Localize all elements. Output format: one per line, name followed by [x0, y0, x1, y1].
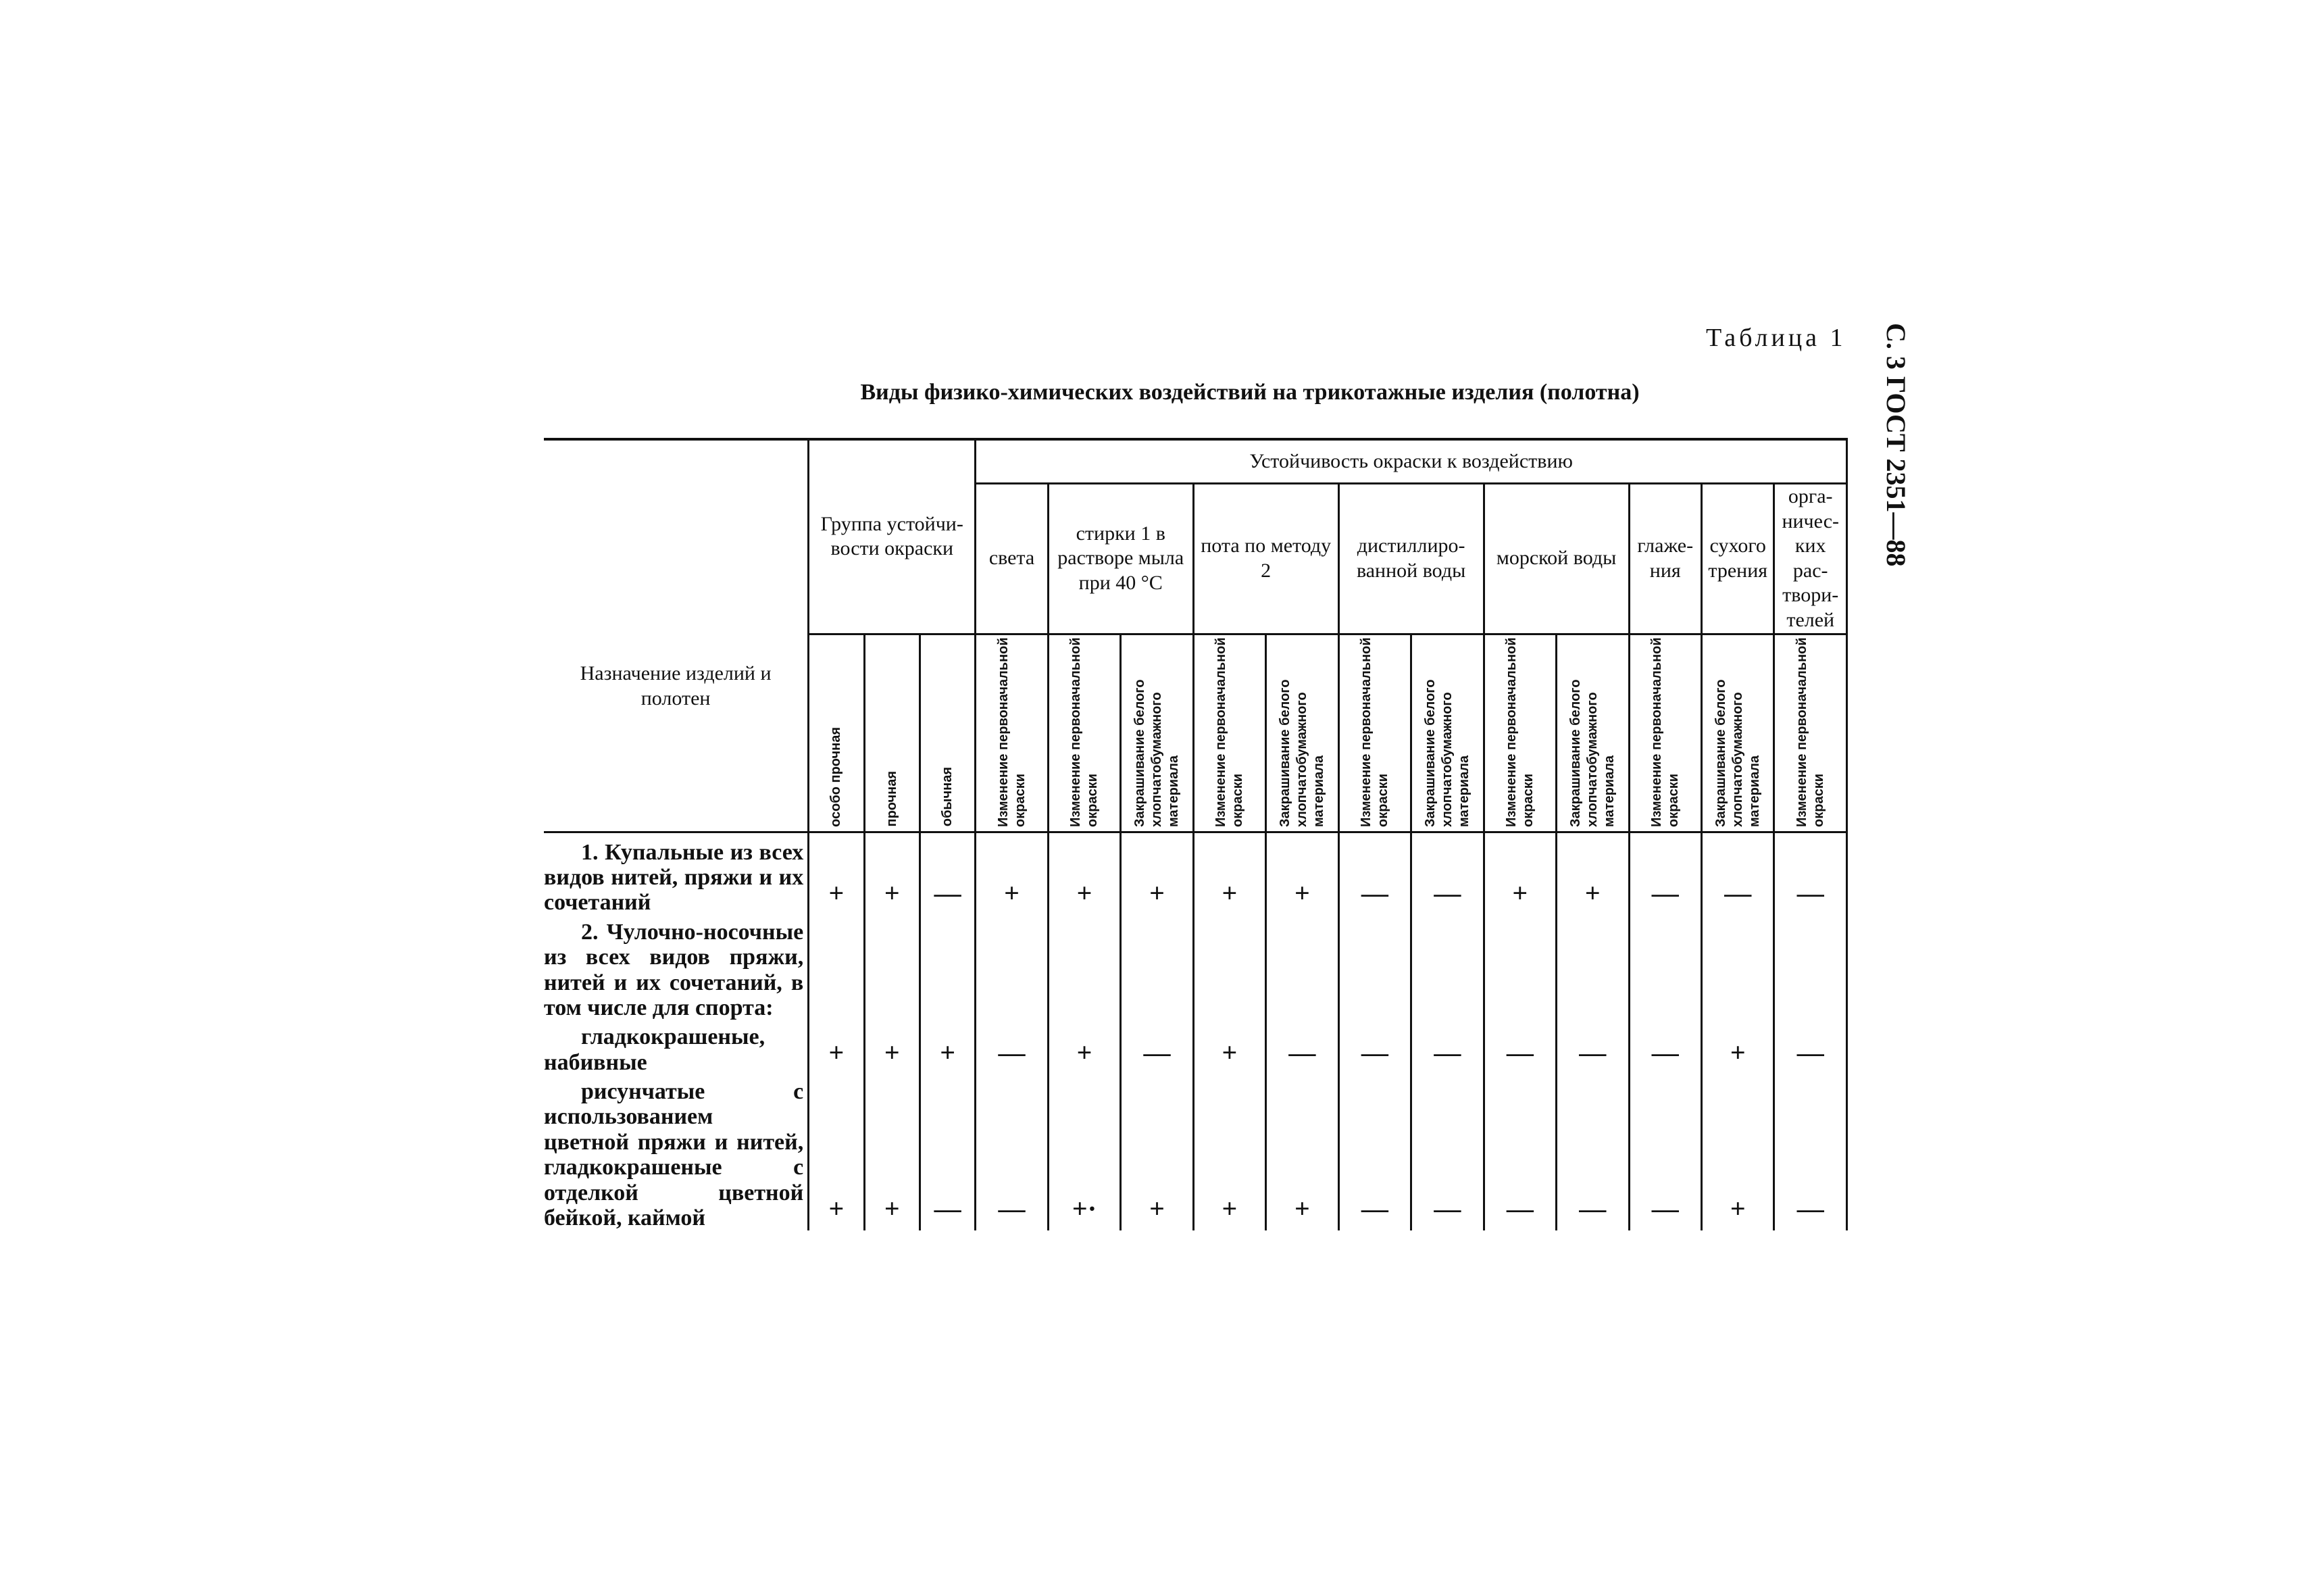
cell-mark: —	[1774, 832, 1847, 916]
header-sea: морской воды	[1484, 484, 1629, 634]
cell-mark: —	[1557, 1020, 1629, 1075]
row-label: рисунчатые с использованием цветной пряжи и нитей, гладкокрашеные с отделкой цветной бейкой, каймой	[544, 1075, 809, 1230]
header-sweat: пота по методу 2	[1193, 484, 1338, 634]
cell-mark: +	[1048, 832, 1120, 916]
cell-mark: +	[809, 1075, 864, 1230]
cell-mark: —	[976, 1075, 1048, 1230]
cell-mark: +	[1266, 832, 1338, 916]
cell-mark: +	[809, 832, 864, 916]
cell-mark: —	[1557, 1075, 1629, 1230]
cell-mark: —	[1338, 1020, 1411, 1075]
cell-mark: —	[976, 1020, 1048, 1075]
cell-mark: —	[1629, 832, 1701, 916]
header-wash: стирки 1 в растворе мыла при 40 °С	[1048, 484, 1193, 634]
cell-mark: —	[1774, 1020, 1847, 1075]
row-label: 2. Чулочно-носочные из всех видов пряжи, нитей и их сочетаний, в том числе для спорта:	[544, 916, 809, 1021]
cell-mark: +	[809, 1020, 864, 1075]
table-row	[544, 1075, 1847, 1230]
cell-mark: +	[864, 832, 920, 916]
cell-mark: —	[1629, 1020, 1701, 1075]
cell-mark: +	[976, 832, 1048, 916]
header-light: света	[976, 484, 1048, 634]
page-header-text: С. 3 ГОСТ 2351—88	[1881, 323, 1911, 567]
cell-mark: —	[1411, 832, 1484, 916]
subheader-change: Изменение первоначальной окраски	[1048, 634, 1120, 832]
table-row	[544, 1020, 1847, 1075]
header-dry: сухого трения	[1701, 484, 1774, 634]
cell-mark: +	[1557, 832, 1629, 916]
cell-mark: +	[1701, 1020, 1774, 1075]
header-name: Назначение изделий и полотен	[544, 439, 809, 832]
table-label: Таблица 1	[1706, 324, 1846, 352]
subheader-change: Изменение первоначальной окраски	[1774, 634, 1847, 832]
cell-mark: —	[920, 832, 975, 916]
cell-mark: +	[1193, 1075, 1265, 1230]
table-row	[544, 916, 1847, 1021]
subheader-special: особо прочная	[809, 634, 864, 832]
cell-mark: —	[1121, 1020, 1193, 1075]
cell-mark: +	[1193, 1020, 1265, 1075]
cell-mark: —	[1266, 1020, 1338, 1075]
cell-mark: +·	[1048, 1075, 1120, 1230]
cell-mark: +	[864, 1020, 920, 1075]
row-label: 1. Купальные из всех видов нитей, пряжи и их сочетаний	[544, 832, 809, 916]
table-caption: Виды физико-химических воздействий на трикотажные изделия (полотна)	[860, 380, 1640, 405]
cell-mark: —	[1411, 1020, 1484, 1075]
fastness-table	[544, 438, 1848, 1230]
cell-mark: —	[1411, 1075, 1484, 1230]
subheader-change: Изменение первоначальной окраски	[976, 634, 1048, 832]
cell-mark: +	[1484, 832, 1556, 916]
subheader-normal: обычная	[920, 634, 975, 832]
cell-mark: +	[1266, 1075, 1338, 1230]
subheader-stain: Закрашивание белого хлопчатобумажного материала	[1411, 634, 1484, 832]
cell-mark: —	[1484, 1020, 1556, 1075]
cell-mark: +	[920, 1020, 975, 1075]
cell-mark: —	[920, 1075, 975, 1230]
row-label: гладкокрашеные, набивные	[544, 1020, 809, 1075]
cell-mark: +	[1121, 832, 1193, 916]
subheader-stain: Закрашивание белого хлопчатобумажного материала	[1557, 634, 1629, 832]
cell-mark: —	[1338, 832, 1411, 916]
subheader-change: Изменение первоначальной окраски	[1629, 634, 1701, 832]
cell-mark: +	[1193, 832, 1265, 916]
subheader-change: Изменение первоначальной окраски	[1338, 634, 1411, 832]
cell-mark: +	[1048, 1020, 1120, 1075]
cell-mark: +	[1121, 1075, 1193, 1230]
subheader-strong: прочная	[864, 634, 920, 832]
header-stability: Устойчивость окраски к воздействию	[976, 439, 1847, 484]
cell-mark: —	[1774, 1075, 1847, 1230]
cell-mark: —	[1701, 832, 1774, 916]
header-group: Группа устойчи-вости окраски	[809, 439, 976, 634]
table-row	[544, 832, 1847, 916]
subheader-change: Изменение первоначальной окраски	[1484, 634, 1556, 832]
cell-mark: +	[864, 1075, 920, 1230]
header-distilled: дистиллиро-ванной воды	[1338, 484, 1484, 634]
header-ironing: глаже-ния	[1629, 484, 1701, 634]
cell-mark: —	[1338, 1075, 1411, 1230]
subheader-stain: Закрашивание белого хлопчатобумажного материала	[1701, 634, 1774, 832]
header-organic: орга-ничес-ких рас-твори-телей	[1774, 484, 1847, 634]
subheader-stain: Закрашивание белого хлопчатобумажного материала	[1266, 634, 1338, 832]
page-header	[1871, 323, 1912, 567]
cell-mark: +	[1701, 1075, 1774, 1230]
cell-mark: —	[1629, 1075, 1701, 1230]
subheader-change: Изменение первоначальной окраски	[1193, 634, 1265, 832]
cell-mark: —	[1484, 1075, 1556, 1230]
subheader-stain: Закрашивание белого хлопчатобумажного материала	[1121, 634, 1193, 832]
